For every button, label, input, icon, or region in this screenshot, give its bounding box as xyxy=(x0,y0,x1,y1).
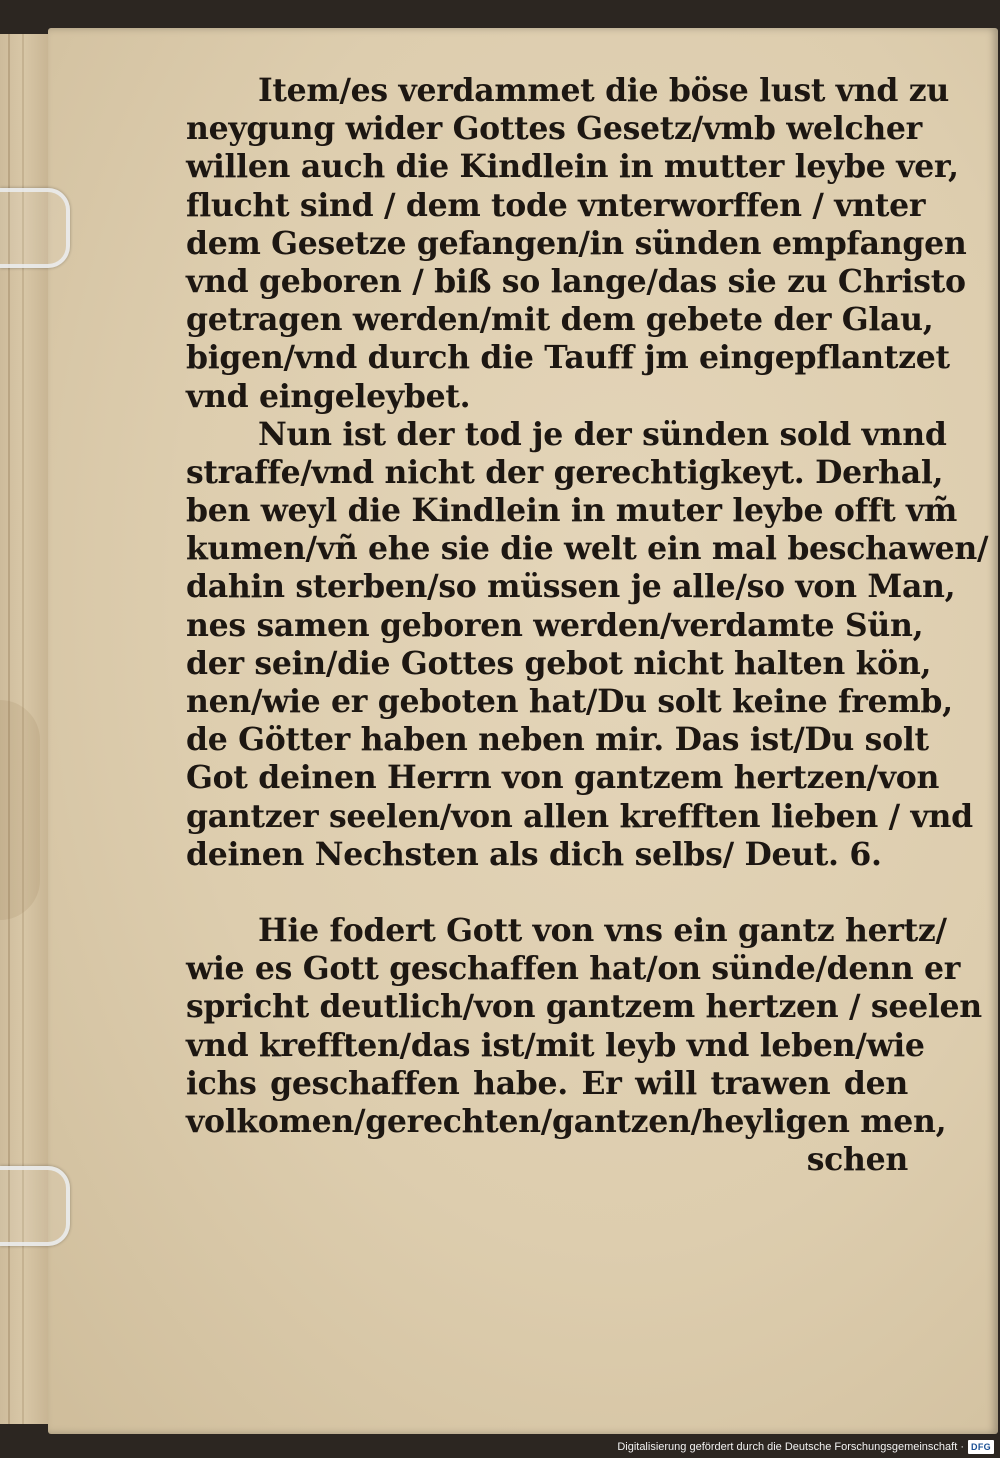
text-line: ichs geschaffen habe. Er will trawen den xyxy=(186,1064,908,1102)
text-line: kumen/vñ ehe sie die welt ein mal beschawen/ xyxy=(186,530,989,568)
text-line: der sein/die Gottes gebot nicht halten kön, xyxy=(186,644,932,682)
paper-clip-bottom-icon xyxy=(0,1166,70,1246)
text-line: dem Gesetze gefangen/in sünden empfangen xyxy=(186,224,967,262)
text-line: Nun ist der tod je der sünden sold vnnd xyxy=(258,415,947,453)
text-line: Item/es verdammet die böse lust vnd zu xyxy=(258,72,949,109)
catchword: schen xyxy=(806,1141,908,1179)
text-line: straffe/vnd nicht der gerechtigkeyt. Derhal, xyxy=(186,453,944,491)
text-line: vnd geboren / biß so lange/das sie zu Christo xyxy=(186,262,966,300)
paragraph-gap xyxy=(186,874,908,912)
text-line: getragen werden/mit dem gebete der Glau, xyxy=(186,301,934,339)
text-line: flucht sind / dem tode vnterworffen / vnter xyxy=(186,186,926,224)
text-line: ben weyl die Kindlein in muter leybe offt vm̃ xyxy=(186,492,958,530)
text-line: vnd krefften/das ist/mit leyb vnd leben/wie xyxy=(186,1026,925,1064)
text-line: Got deinen Herrn von gantzem hertzen/von xyxy=(186,759,940,797)
text-line: deinen Nechsten als dich selbs/ Deut. 6. xyxy=(186,835,882,873)
digitization-footer xyxy=(0,1434,1000,1458)
text-line: Hie fodert Gott von vns ein gantz hertz/ xyxy=(258,911,947,949)
text-line: vnd eingeleybet. xyxy=(186,377,471,415)
page-text xyxy=(186,72,989,1179)
dfg-logo-label: DFG xyxy=(971,1442,991,1452)
text-line: nen/wie er geboten hat/Du solt keine fremb, xyxy=(186,683,953,720)
text-line: de Götter haben neben mir. Das ist/Du solt xyxy=(186,721,929,759)
text-line: neygung wider Gottes Gesetz/vmb welcher xyxy=(186,110,922,148)
text-line: nes samen geboren werden/verdamte Sün, xyxy=(186,606,924,644)
funding-credit: Digitalisierung gefördert durch die Deutsche Forschungsgemeinschaft · xyxy=(617,1441,964,1453)
text-line: spricht deutlich/von gantzem hertzen / seelen xyxy=(186,988,982,1026)
text-line: wie es Gott geschaffen hat/on sünde/denn er xyxy=(186,950,961,988)
dfg-logo-icon[interactable] xyxy=(968,1440,994,1454)
text-line: willen auch die Kindlein in mutter leybe ver, xyxy=(186,148,959,186)
text-line: gantzer seelen/von allen krefften lieben / vnd xyxy=(186,797,973,835)
text-line: bigen/vnd durch die Tauff jm eingepflantzet xyxy=(186,339,950,377)
text-line: volkomen/gerechten/gantzen/heyligen men, xyxy=(186,1102,947,1140)
paper-stain xyxy=(0,700,40,920)
paper-clip-top-icon xyxy=(0,188,70,268)
text-line: dahin sterben/so müssen je alle/so von Man, xyxy=(186,568,956,606)
